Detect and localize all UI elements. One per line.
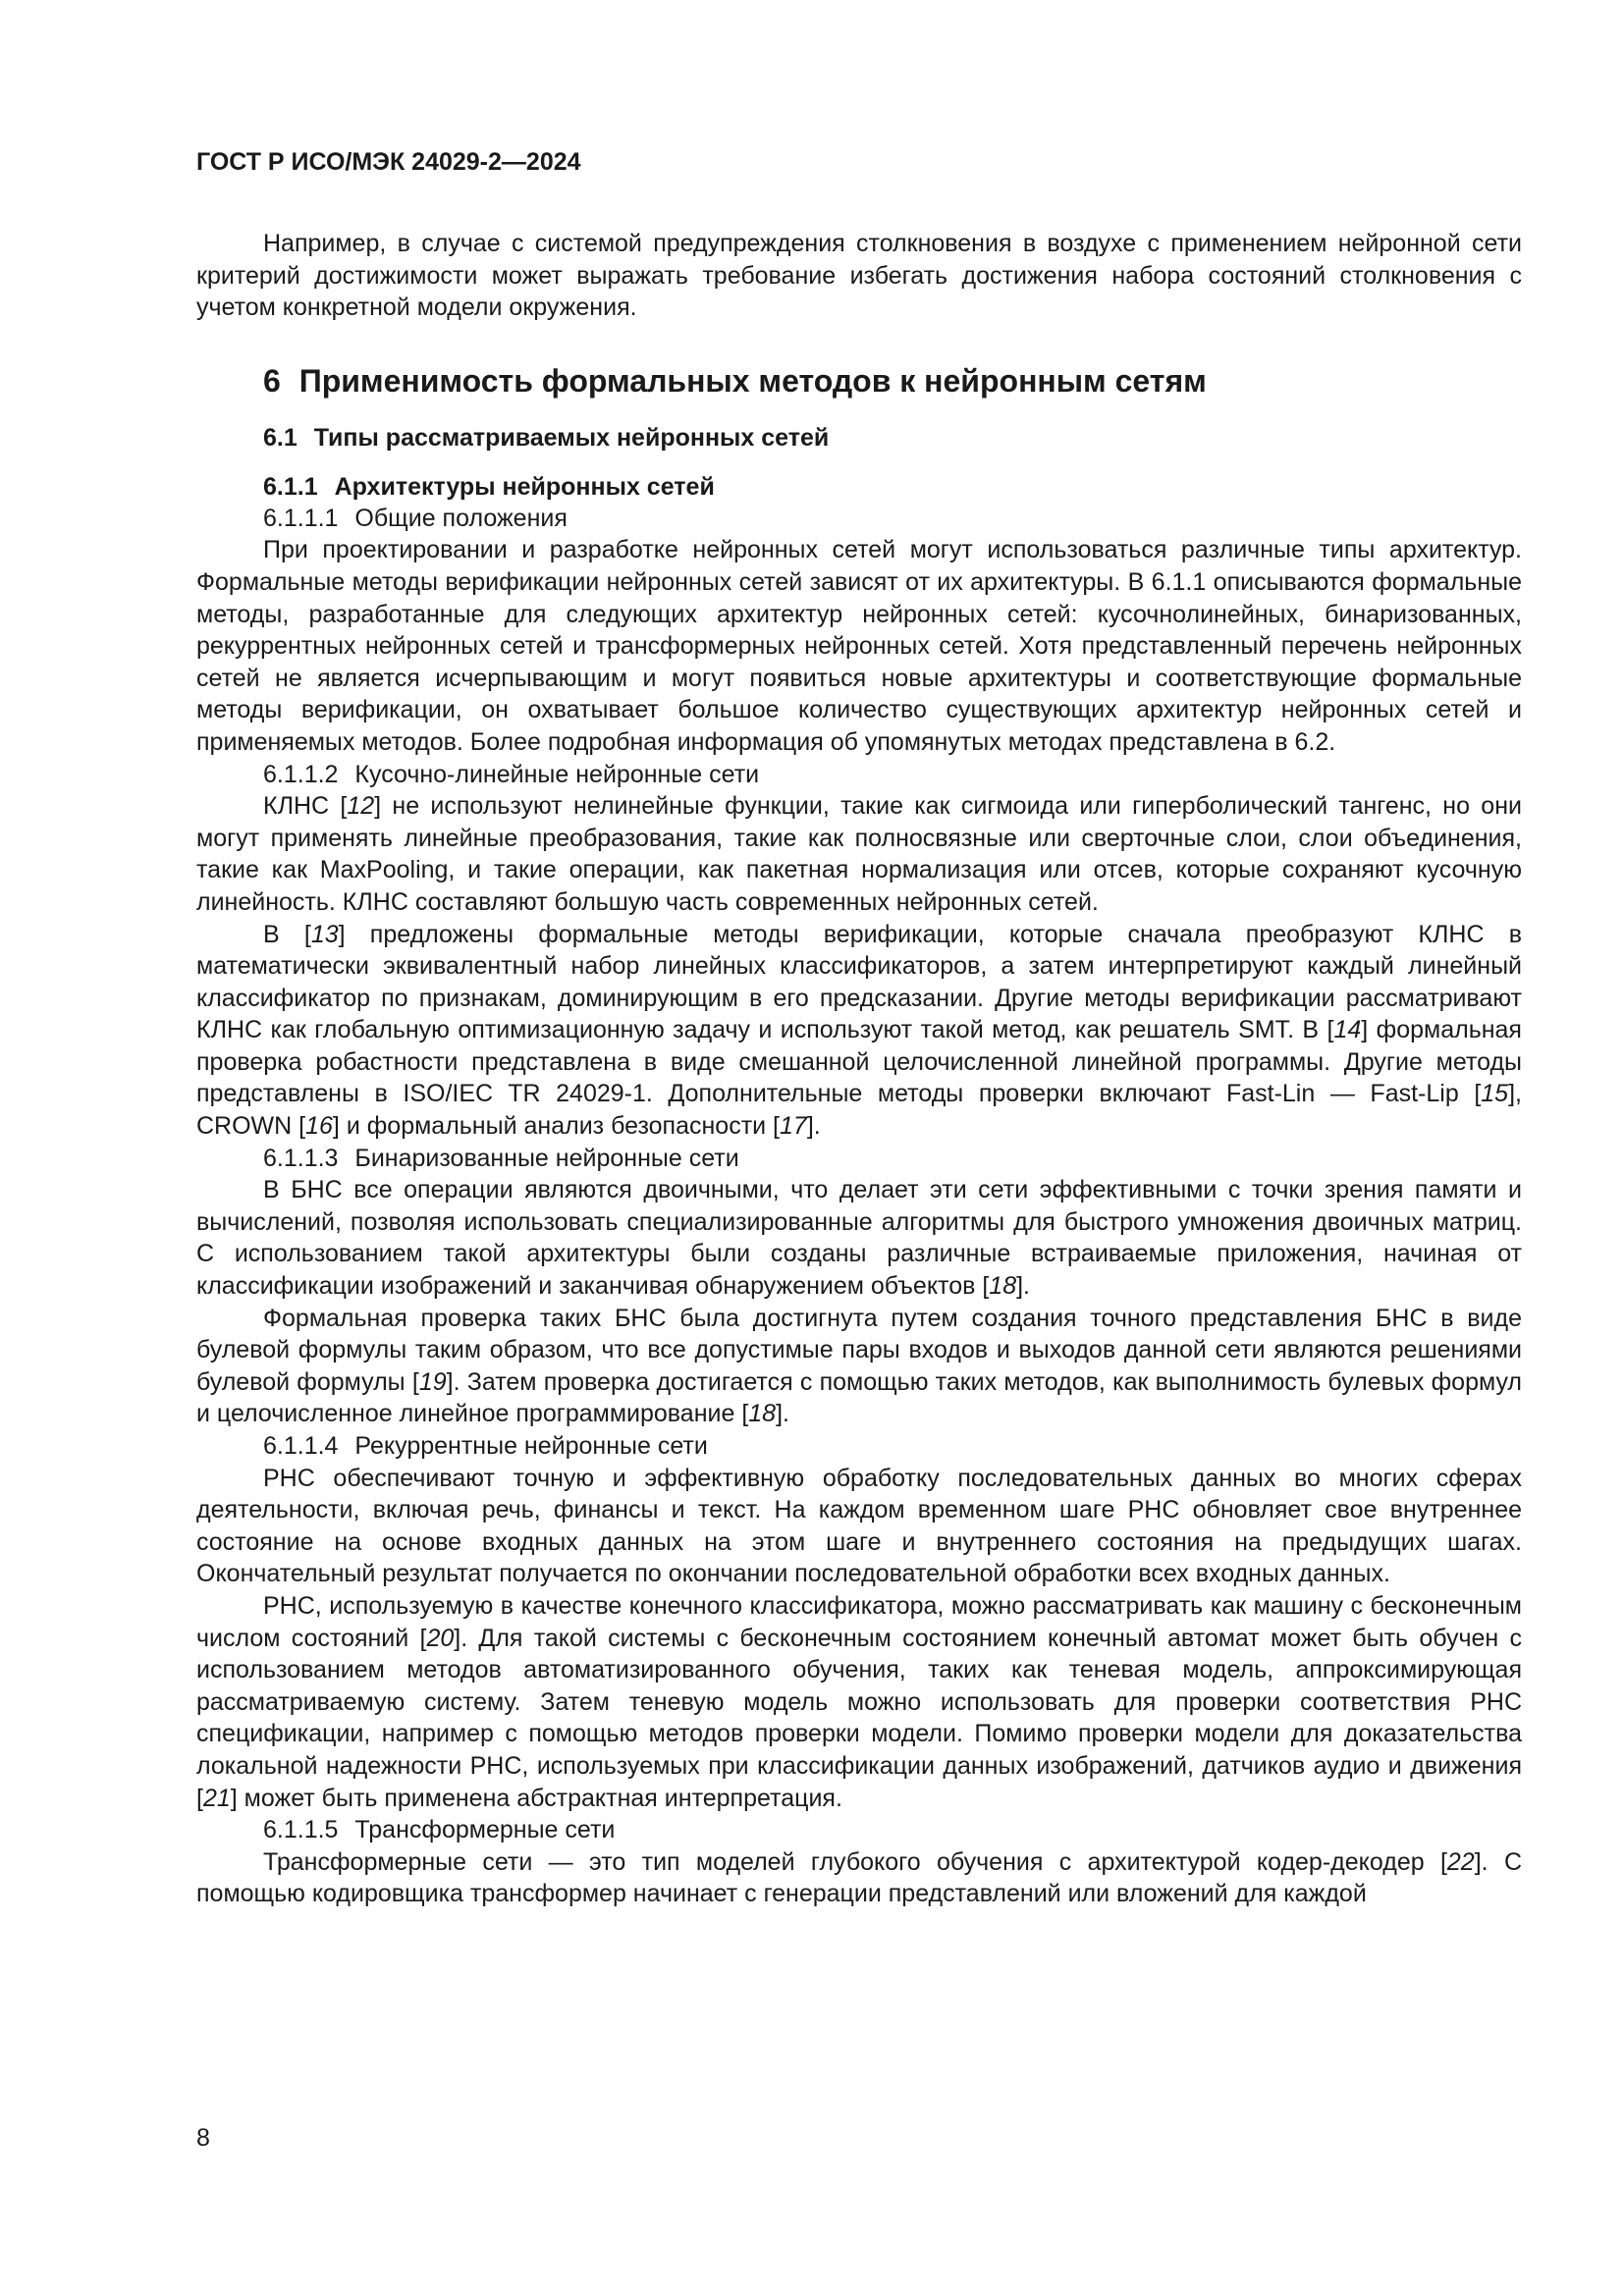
text-run: Трансформерные сети — это тип моделей глубокого обучения с архитектурой кодер-декодер [ — [263, 1847, 1447, 1876]
text-run: РНС, используемую в качестве конечного классификатора, можно рассматривать как машину с бесконечным числом состояний [ — [196, 1591, 1522, 1652]
citation-ref: 18 — [748, 1400, 777, 1428]
citation-ref: 15 — [1481, 1080, 1509, 1108]
citation-ref: 13 — [310, 920, 339, 948]
text-run: ] может быть применена абстрактная интерпретация. — [230, 1784, 842, 1812]
clause-number: 6.1.1.1 — [263, 504, 339, 532]
text-run: В БНС все операции являются двоичными, что делает эти сети эффективными с точки зрения памяти и вычислений, позволяя использовать специализированные алгоритмы для быстрого умножения двоичных матриц. С использованием такой архитектуры были созданы различные встраиваемые приложения, начиная от классификации изображений и заканчивая обнаружением объектов [ — [196, 1176, 1522, 1301]
citation-ref: 20 — [426, 1624, 455, 1652]
clause-paragraph: При проектировании и разработке нейронных сетей могут использоваться различные типы архитектур. Формальные методы верификации нейронных сетей зависят от их архитектуры. В 6.1.1 описываются формальные методы, разработанные для следующих архитектур нейронных сетей: кусочнолинейных, бинаризованных, рекуррентных нейронных сетей и трансформерных нейронных сетей. Хотя представленный перечень нейронных сетей не является исчерпывающим и могут появиться новые архитектуры и соответствующие формальные методы верификации, он охватывает большое количество существующих архитектур нейронных сетей и применяемых методов. Более подробная информация об упомянутых методах представлена в 6.2. — [196, 536, 1522, 756]
clause-paragraph — [196, 1590, 1522, 1814]
text-run: ]. — [1016, 1272, 1031, 1301]
text-run: В [ — [263, 920, 311, 948]
text-run: КЛНС [ — [263, 792, 348, 821]
text-run: ] предложены формальные методы верификации, которые сначала преобразуют КЛНС в математически эквивалентный набор линейных классификаторов, а затем интерпретируют каждый линейный классификатор по признакам, доминирующим в его предсказании. Другие методы верификации рассматривают КЛНС как глобальную оптимизационную задачу и используют такой метод, как решатель SMT. В [ — [196, 920, 1522, 1044]
subsubsection-number: 6.1.1 — [263, 472, 318, 501]
clause-number: 6.1.1.3 — [263, 1144, 339, 1172]
section-number: 6 — [263, 362, 281, 399]
page-number: 8 — [196, 2124, 210, 2152]
clause-title: Общие положения — [354, 504, 568, 532]
citation-ref: 12 — [347, 792, 375, 821]
citation-ref: 19 — [418, 1367, 447, 1396]
clause-heading-6-1-1-3 — [196, 1143, 1522, 1175]
citation-ref: 16 — [305, 1112, 333, 1141]
clause-title: Кусочно-линейные нейронные сети — [354, 760, 760, 788]
section-heading — [196, 361, 1522, 400]
clause-paragraph — [196, 790, 1522, 918]
clause-paragraph — [196, 1174, 1522, 1302]
text-run: ], CROWN [ — [196, 1080, 1522, 1141]
clause-heading-6-1-1-2 — [196, 759, 1522, 791]
clause-heading-6-1-1-1 — [196, 503, 1522, 535]
text-run: Формальная проверка таких БНС была достигнута путем создания точного представления БНС в виде булевой формулы таким образом, что все допустимые пары входов и выходов данной сети являются решениями булевой формулы [ — [196, 1304, 1522, 1396]
citation-ref: 17 — [780, 1112, 807, 1141]
citation-ref: 18 — [989, 1272, 1017, 1301]
subsection-heading — [196, 422, 1522, 454]
document-header: ГОСТ Р ИСО/МЭК 24029-2—2024 — [196, 148, 581, 176]
clause-title: Бинаризованные нейронные сети — [354, 1144, 739, 1172]
subsection-number: 6.1 — [263, 423, 298, 452]
clause-paragraph — [196, 919, 1522, 1143]
clause-number: 6.1.1.4 — [263, 1432, 339, 1460]
text-run: ]. — [776, 1400, 789, 1428]
clause-paragraph — [196, 1846, 1522, 1910]
citation-ref: 22 — [1446, 1847, 1475, 1876]
document-body — [196, 228, 1522, 1910]
text-run: ] не используют нелинейные функции, такие как сигмоида или гиперболический тангенс, но они могут применять линейные преобразования, такие как полносвязные или сверточные слои, слои объединения, такие как MaxPooling, и такие операции, как пакетная нормализация или отсев, которые сохраняют кусочную линейность. КЛНС составляют большую часть современных нейронных сетей. — [196, 792, 1522, 916]
citation-ref: 14 — [1333, 1016, 1362, 1044]
clause-paragraph: РНС обеспечивают точную и эффективную обработку последовательных данных во многих сферах деятельности, включая речь, финансы и текст. На каждом временном шаге РНС обновляет свое внутреннее состояние на основе входных данных на этом шаге и внутреннего состояния на предыдущих шагах. Окончательный результат получается по окончании последовательной обработки всех входных данных. — [196, 1464, 1522, 1588]
section-title: Применимость формальных методов к нейронным сетям — [298, 362, 1207, 399]
subsubsection-heading — [196, 471, 1522, 503]
citation-ref: 21 — [202, 1784, 231, 1812]
text-run: ]. — [806, 1112, 821, 1141]
document-page — [196, 147, 1522, 1910]
subsection-title: Типы рассматриваемых нейронных сетей — [313, 423, 830, 452]
clause-title: Рекуррентные нейронные сети — [354, 1432, 708, 1460]
intro-paragraph: Например, в случае с системой предупреждения столкновения в воздухе с применением нейронной сети критерий достижимости может выражать требование избегать достижения набора состояний столкновения с учетом конкретной модели окружения. — [196, 230, 1522, 322]
text-run: ]. С помощью кодировщика трансформер начинает с генерации представлений или вложений для каждой — [196, 1847, 1522, 1908]
text-run: ]. Затем проверка достигается с помощью таких методов, как выполнимость булевых формул и целочисленное линейное программирование [ — [196, 1367, 1522, 1428]
clause-number: 6.1.1.2 — [263, 760, 339, 788]
text-run: ] и формальный анализ безопасности [ — [332, 1112, 780, 1141]
text-run: ] формальная проверка робастности представлена в виде смешанной целочисленной линейной программы. Другие методы представлены в ISO/IEC TR 24029-1. Дополнительные методы проверки включают Fast-Lin — Fast-Lip [ — [196, 1016, 1522, 1108]
text-run: ]. Для такой системы с бесконечным состоянием конечный автомат может быть обучен с использованием методов автоматизированного обучения, таких как теневая модель, аппроксимирующая рассматриваемую систему. Затем теневую модель можно использовать для проверки соответствия РНС спецификации, например с помощью методов проверки модели. Помимо проверки модели для доказательства локальной надежности РНС, используемых при классификации данных изображений, датчиков аудио и движения [ — [196, 1624, 1522, 1812]
subsubsection-title: Архитектуры нейронных сетей — [334, 472, 715, 501]
clause-paragraph — [196, 1303, 1522, 1430]
clause-heading-6-1-1-5 — [196, 1814, 1522, 1846]
clause-title: Трансформерные сети — [354, 1816, 616, 1844]
clause-number: 6.1.1.5 — [263, 1816, 339, 1844]
clause-heading-6-1-1-4 — [196, 1430, 1522, 1463]
